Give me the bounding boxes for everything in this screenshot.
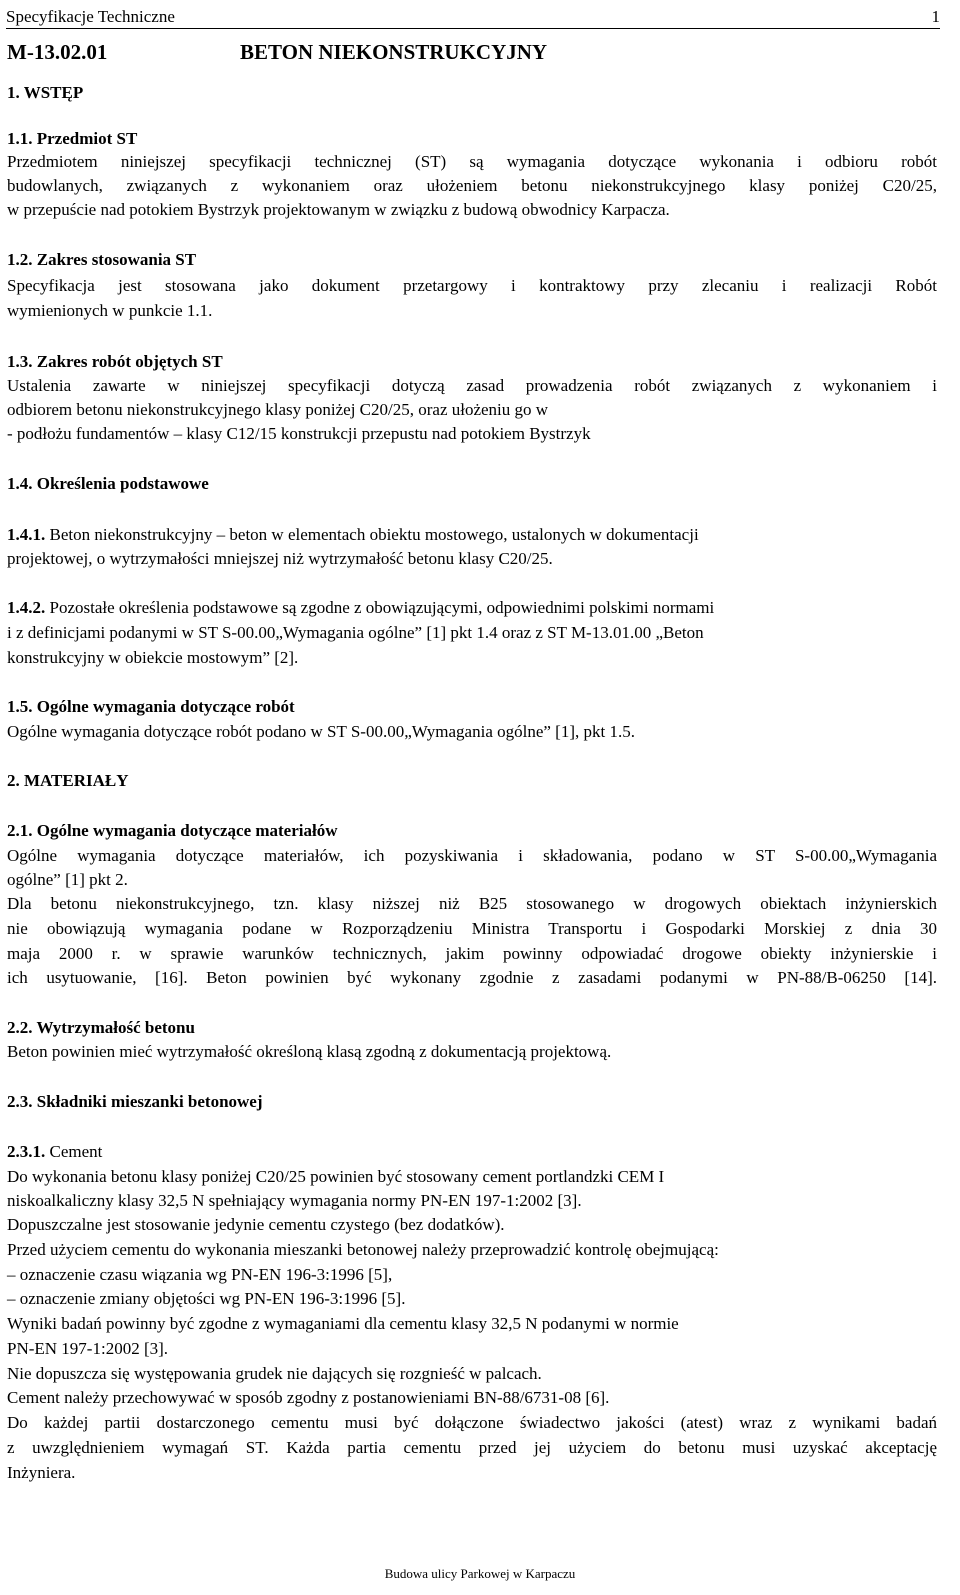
line-text: Do wykonania betonu klasy poniżej C20/25 powinien być stosowany cement portlandzki CEM I — [7, 1167, 665, 1186]
text-line — [7, 151, 937, 173]
text-line — [7, 1017, 195, 1039]
text-line — [7, 820, 338, 842]
line-text: Beton powinien mieć wytrzymałość określoną klasą zgodną z dokumentacją projektową. — [7, 1042, 612, 1061]
line-text: Beton niekonstrukcyjny – beton w elementach obiektu mostowego, ustalonych w dokumentacji — [45, 525, 699, 544]
text-line — [7, 399, 548, 421]
text-line — [7, 423, 591, 445]
text-line — [7, 1288, 405, 1310]
line-text: 1.4. Określenia podstawowe — [7, 474, 209, 493]
line-text: - podłożu fundamentów – klasy C12/15 konstrukcji przepustu nad potokiem Bystrzyk — [7, 424, 591, 443]
line-text: projektowej, o wytrzymałości mniejszej niż wytrzymałość betonu klasy C20/25. — [7, 549, 553, 568]
text-line — [7, 1264, 392, 1286]
text-line — [7, 473, 209, 495]
line-text: – oznaczenie zmiany objętości wg PN-EN 196-3:1996 [5]. — [7, 1289, 406, 1308]
text-line — [7, 1166, 664, 1188]
line-text: Cement należy przechowywać w sposób zgodny z postanowieniami BN-88/6731-08 [6]. — [7, 1388, 610, 1407]
line-text: Przedmiot ST — [32, 129, 138, 148]
text-line — [7, 1338, 168, 1360]
text-line — [7, 869, 128, 891]
line-text: Dla betonu niekonstrukcyjnego, tzn. klasy niższej niż B25 stosowanego w drogowych obiektach inżynierskich — [7, 894, 937, 913]
line-text: Do każdej partii dostarczonego cementu musi być dołączone świadectwo jakości (atest) wraz z wynikami badań — [7, 1413, 937, 1432]
text-line — [7, 375, 937, 397]
line-text: Pozostałe określenia podstawowe są zgodne z obowiązującymi, odpowiednimi polskimi normami — [45, 598, 715, 617]
section-number: 1.4.1. — [7, 525, 46, 544]
text-line — [7, 524, 699, 546]
text-line — [7, 647, 298, 669]
text-line — [7, 967, 937, 989]
text-line — [7, 249, 196, 271]
spec-code: M-13.02.01 — [7, 40, 108, 64]
text-line — [7, 82, 83, 104]
text-line — [7, 1462, 75, 1484]
text-line — [7, 770, 129, 792]
line-text: w przepuście nad potokiem Bystrzyk projektowanym w związku z budową obwodnicy Karpacza. — [7, 200, 670, 219]
page-header — [6, 6, 940, 29]
line-text: Zakres stosowania ST — [32, 250, 197, 269]
header-title: Specyfikacje Techniczne — [6, 7, 175, 26]
line-text: nie obowiązują wymagania podane w Rozporządzeniu Ministra Transportu i Gospodarki Morskiej z dnia 30 — [7, 919, 937, 938]
line-text: 2.1. Ogólne wymagania dotyczące materiałów — [7, 821, 338, 840]
line-text: 1. WSTĘP — [7, 83, 84, 102]
text-line — [7, 1387, 609, 1409]
section-number: 2.3.1. — [7, 1142, 46, 1161]
line-text: – oznaczenie czasu wiązania wg PN-EN 196-3:1996 [5], — [7, 1265, 393, 1284]
line-text: konstrukcyjny w obiekcie mostowym” [2]. — [7, 648, 299, 667]
text-line — [7, 548, 553, 570]
text-line — [7, 918, 937, 940]
section-number: 1.4.2. — [7, 598, 46, 617]
spec-title: BETON NIEKONSTRUKCYJNY — [240, 40, 548, 64]
text-line — [7, 1412, 937, 1434]
text-line — [7, 696, 295, 718]
line-text: 2. MATERIAŁY — [7, 771, 129, 790]
line-text: odbiorem betonu niekonstrukcyjnego klasy poniżej C20/25, oraz ułożeniu go w — [7, 400, 549, 419]
page-number: 1 — [931, 7, 940, 26]
line-text: Ogólne wymagania dotyczące materiałów, ich pozyskiwania i składowania, podano w ST S-00.00„Wymagania — [7, 846, 937, 865]
line-text: niskoalkaliczny klasy 32,5 N spełniający wymagania normy PN-EN 197-1:2002 [3]. — [7, 1191, 582, 1210]
line-text: ich usytuowanie, [16]. Beton powinien być wykonany zgodnie z zasadami podanymi w PN-88/B-06250 [14]. — [7, 968, 937, 987]
line-text: z uwzględnieniem wymagań ST. Każda partia cementu przed jej użyciem do betonu musi uzyskać akceptację — [7, 1438, 937, 1457]
line-text: Wyniki badań powinny być zgodne z wymaganiami dla cementu klasy 32,5 N podanymi w normie — [7, 1314, 679, 1333]
line-text: Specyfikacja jest stosowana jako dokument przetargowy i kontraktowy przy zlecaniu i realizacji Robót — [7, 276, 937, 295]
line-text: 2.2. Wytrzymałość betonu — [7, 1018, 195, 1037]
line-text: budowlanych, związanych z wykonaniem oraz ułożeniem betonu niekonstrukcyjnego klasy poniżej C20/25, — [7, 176, 937, 195]
text-line — [7, 845, 937, 867]
line-text: 1.5. Ogólne wymagania dotyczące robót — [7, 697, 295, 716]
text-line — [7, 175, 937, 197]
line-text: ogólne” [1] pkt 2. — [7, 870, 128, 889]
line-text: Ogólne wymagania dotyczące robót podano w ST S-00.00„Wymagania ogólne” [1], pkt 1.5. — [7, 722, 635, 741]
line-text: Zakres robót objętych ST — [32, 352, 223, 371]
line-text: PN-EN 197-1:2002 [3]. — [7, 1339, 169, 1358]
text-line — [7, 1437, 937, 1459]
text-line — [7, 1041, 611, 1063]
text-line — [7, 275, 937, 297]
text-line — [7, 597, 714, 619]
line-text: Przedmiotem niniejszej specyfikacji technicznej (ST) są wymagania dotyczące wykonania i odbioru robót — [7, 152, 937, 171]
line-text: Przed użyciem cementu do wykonania mieszanki betonowej należy przeprowadzić kontrolę obejmującą: — [7, 1240, 719, 1259]
line-text: Ustalenia zawarte w niniejszej specyfikacji dotyczą zasad prowadzenia robót związanych z wykonaniem i — [7, 376, 937, 395]
line-text: i z definicjami podanymi w ST S-00.00„Wymagania ogólne” [1] pkt 1.4 oraz z ST M-13.01.00 „Beton — [7, 623, 704, 642]
text-line — [7, 721, 635, 743]
line-text: Nie dopuszcza się występowania grudek nie dających się rozgnieść w palcach. — [7, 1364, 542, 1383]
text-line — [7, 128, 137, 150]
line-text: Inżyniera. — [7, 1463, 76, 1482]
section-number: 1.1. — [7, 129, 33, 148]
text-line — [7, 1091, 263, 1113]
text-line — [7, 1214, 505, 1236]
text-line — [7, 1363, 542, 1385]
text-line — [7, 1190, 582, 1212]
page-footer: Budowa ulicy Parkowej w Karpaczu — [384, 1566, 576, 1581]
text-line — [7, 351, 223, 373]
line-text: wymienionych w punkcie 1.1. — [7, 301, 213, 320]
text-line — [7, 1313, 679, 1335]
text-line — [7, 1141, 102, 1163]
section-number: 1.2. — [7, 250, 33, 269]
line-text: Cement — [45, 1142, 103, 1161]
text-line — [7, 199, 670, 221]
text-line — [7, 943, 937, 965]
text-line — [7, 893, 937, 915]
text-line — [7, 622, 704, 644]
text-line — [7, 300, 212, 322]
line-text: Dopuszczalne jest stosowanie jedynie cementu czystego (bez dodatków). — [7, 1215, 505, 1234]
text-line — [7, 1239, 719, 1261]
line-text: maja 2000 r. w sprawie warunków technicznych, jakim powinny odpowiadać drogowe obiekty inżynierskie i — [7, 944, 937, 963]
line-text: 2.3. Składniki mieszanki betonowej — [7, 1092, 263, 1111]
section-number: 1.3. — [7, 352, 33, 371]
